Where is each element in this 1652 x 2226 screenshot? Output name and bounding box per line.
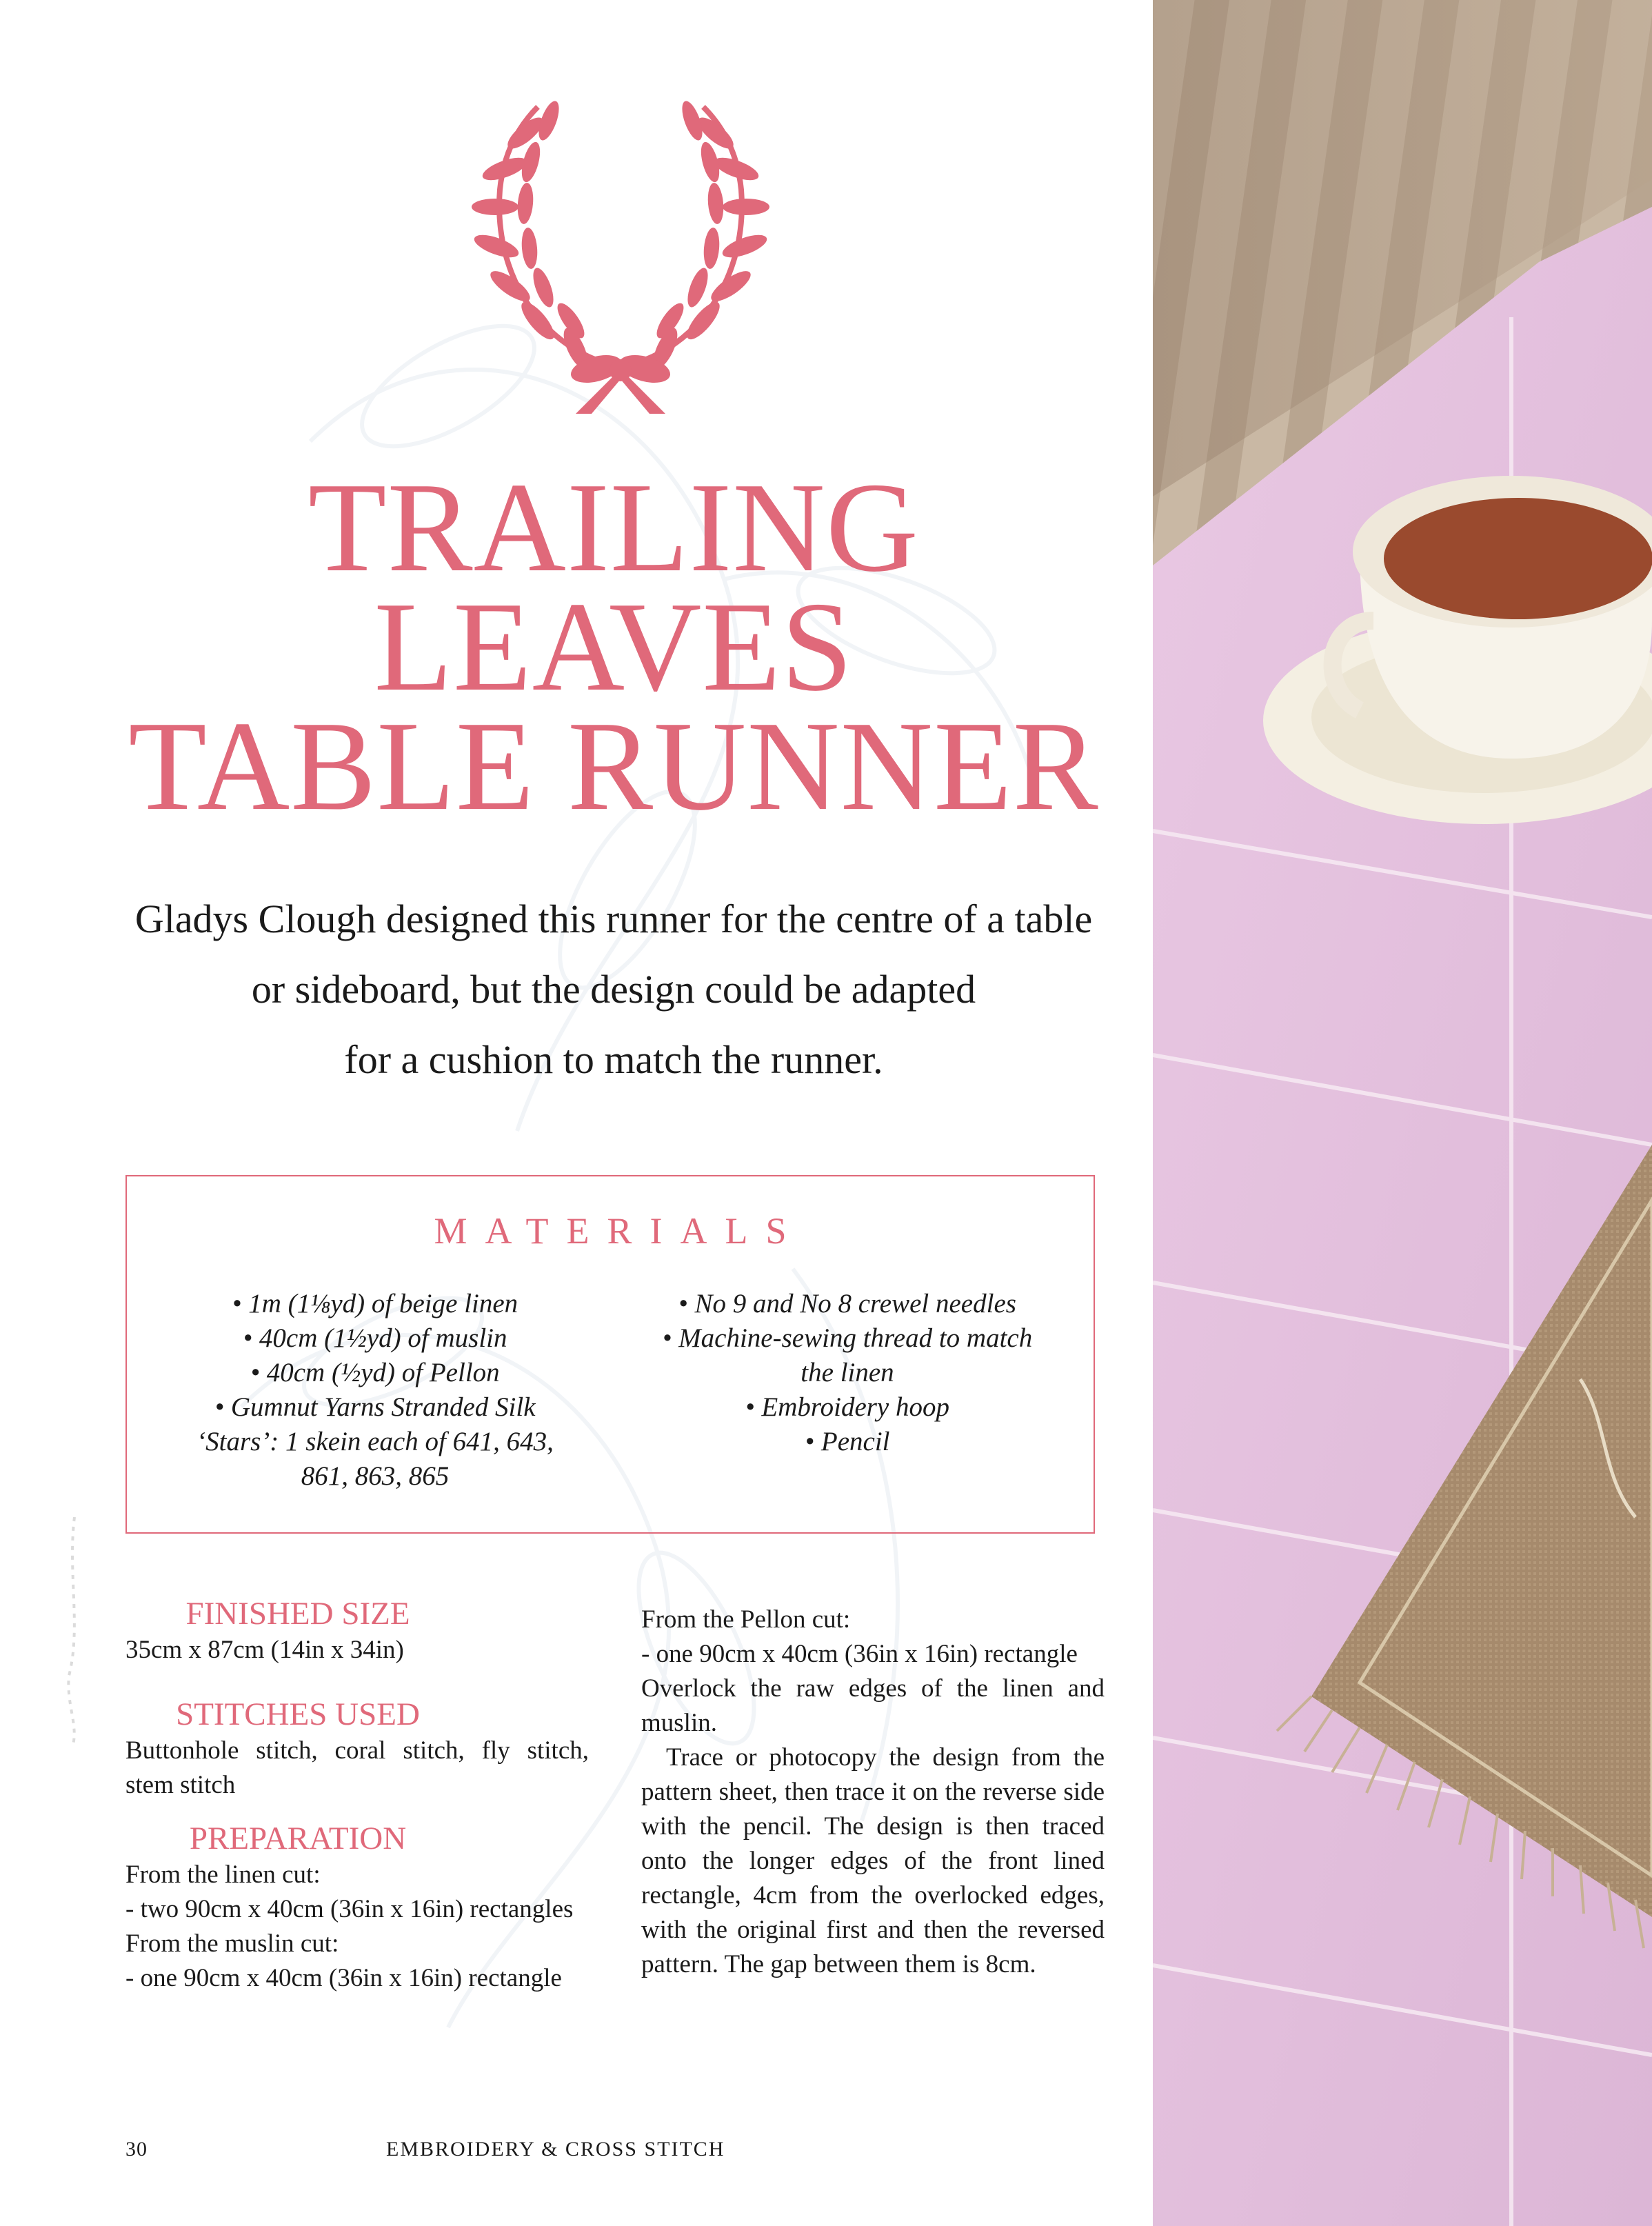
materials-heading: MATERIALS bbox=[434, 1210, 805, 1252]
pellon-cut-item: - one 90cm x 40cm (36in x 16in) rectangle bbox=[641, 1640, 1078, 1668]
title-line-1: TRAILING bbox=[308, 457, 920, 599]
muslin-cut-label: From the muslin cut: bbox=[125, 1929, 339, 1958]
material-item: • Pencil bbox=[613, 1425, 1082, 1459]
material-item: • 40cm (1½yd) of muslin bbox=[141, 1321, 610, 1356]
intro-line-3: for a cushion to match the runner. bbox=[344, 1037, 883, 1082]
intro-paragraph bbox=[103, 884, 1124, 1095]
pellon-cut-label: From the Pellon cut: bbox=[641, 1605, 851, 1634]
title-line-2: LEAVES bbox=[374, 576, 854, 718]
muslin-cut-item: - one 90cm x 40cm (36in x 16in) rectangle bbox=[125, 1964, 562, 1992]
material-item-continuation: ‘Stars’: 1 skein each of 641, 643, bbox=[197, 1427, 554, 1456]
material-item: • 40cm (½yd) of Pellon bbox=[141, 1356, 610, 1390]
material-item: • No 9 and No 8 crewel needles bbox=[613, 1287, 1082, 1321]
material-item: • 1m (1⅛yd) of beige linen bbox=[141, 1287, 610, 1321]
left-text-column bbox=[125, 1594, 589, 1996]
materials-right-list bbox=[613, 1287, 1082, 1459]
stitches-used-text: Buttonhole stitch, coral stitch, fly stitch, stem stitch bbox=[125, 1736, 589, 1799]
linen-cut-label: From the linen cut: bbox=[125, 1861, 321, 1889]
laurel-wreath-ornament bbox=[427, 93, 814, 417]
material-item: • Gumnut Yarns Stranded Silk bbox=[141, 1390, 610, 1425]
material-item-continuation: the linen bbox=[800, 1358, 894, 1387]
table-runner-photo bbox=[1153, 0, 1652, 2226]
scan-artifact bbox=[61, 1517, 88, 1745]
intro-line-2: or sideboard, but the design could be adapted bbox=[251, 967, 976, 1012]
finished-size-heading: FINISHED SIZE bbox=[185, 1596, 410, 1632]
linen-cut-item: - two 90cm x 40cm (36in x 16in) rectangles bbox=[125, 1895, 574, 1923]
materials-left-list bbox=[141, 1287, 610, 1494]
materials-box bbox=[125, 1175, 1095, 1534]
material-item-continuation: 861, 863, 865 bbox=[301, 1461, 450, 1491]
material-item: • Machine-sewing thread to match bbox=[613, 1321, 1082, 1356]
preparation-heading: PREPARATION bbox=[189, 1821, 407, 1856]
overlock-paragraph: Overlock the raw edges of the linen and muslin. bbox=[641, 1674, 1105, 1737]
title-line-3: TABLE RUNNER bbox=[128, 695, 1099, 837]
trace-paragraph: Trace or photocopy the design from the pattern sheet, then trace it on the reverse side with the pencil. The design is then traced onto the longer edges of the front lined rectangle, 4cm from the overlocked edges, with the original first and then the reversed pattern. The gap between them is 8cm. bbox=[641, 1743, 1105, 1978]
right-text-column bbox=[641, 1603, 1105, 1982]
finished-size-text: 35cm x 87cm (14in x 34in) bbox=[125, 1636, 404, 1664]
stitches-used-heading: STITCHES USED bbox=[176, 1696, 420, 1732]
intro-line-1: Gladys Clough designed this runner for the centre of a table bbox=[134, 896, 1093, 941]
page-number: 30 bbox=[125, 2138, 148, 2160]
material-item: • Embroidery hoop bbox=[613, 1390, 1082, 1425]
magazine-name: EMBROIDERY & CROSS STITCH bbox=[386, 2138, 725, 2160]
